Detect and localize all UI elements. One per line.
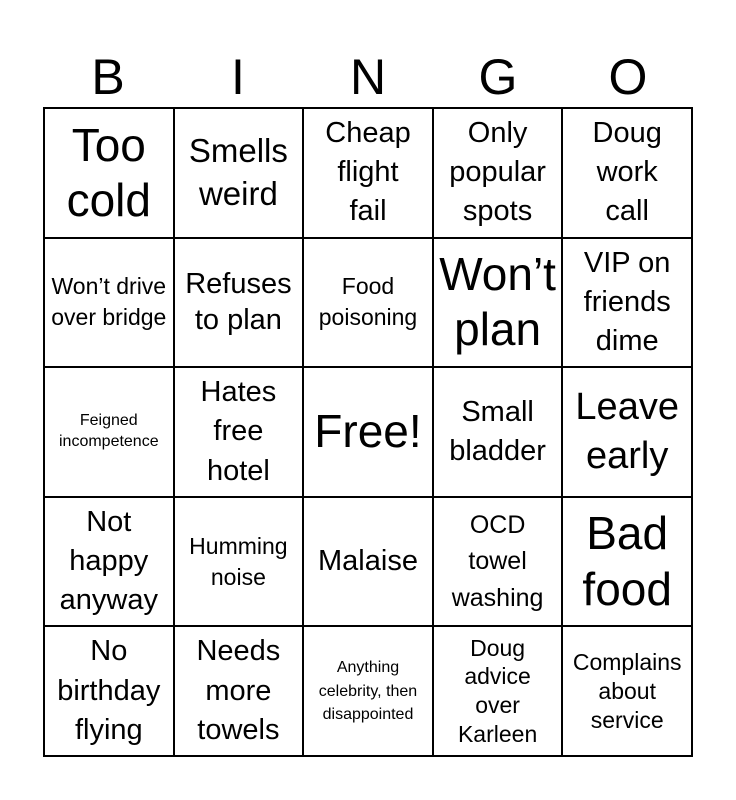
- bingo-cell[interactable]: [433, 108, 563, 238]
- header-letter-b: B: [91, 49, 125, 105]
- bingo-header: [43, 48, 693, 106]
- cell-text: Humming noise: [189, 532, 288, 590]
- bingo-cell[interactable]: [303, 626, 433, 756]
- cell-text: VIP on friends dime: [583, 246, 671, 357]
- cell-text: Hates free hotel: [200, 376, 277, 487]
- bingo-cell[interactable]: [562, 367, 692, 497]
- bingo-cell[interactable]: [303, 238, 433, 368]
- bingo-cell[interactable]: [174, 367, 304, 497]
- cell-text: No birthday flying: [57, 635, 161, 746]
- bingo-cell[interactable]: [44, 497, 174, 627]
- cell-text: Needs more towels: [196, 635, 281, 746]
- header-letter-i: I: [231, 49, 245, 105]
- cell-text: Won’t drive over bridge: [51, 273, 167, 331]
- cell-text: Too cold: [66, 118, 151, 226]
- cell-text: Doug work call: [592, 117, 662, 228]
- cell-text: Food poisoning: [318, 273, 418, 331]
- cell-text: Free!: [314, 405, 422, 458]
- bingo-cell[interactable]: [562, 497, 692, 627]
- bingo-cell[interactable]: [433, 238, 563, 368]
- bingo-cell[interactable]: [562, 238, 692, 368]
- cell-text: Not happy anyway: [59, 505, 158, 617]
- bingo-cell[interactable]: [174, 626, 304, 756]
- header-letter-o: O: [608, 49, 648, 105]
- cell-text: Malaise: [318, 545, 418, 578]
- bingo-cell[interactable]: [433, 367, 563, 497]
- cell-text: Cheap flight fail: [325, 117, 411, 228]
- bingo-board: [43, 107, 693, 757]
- cell-text: Doug advice over Karleen: [457, 634, 538, 747]
- bingo-cell[interactable]: [562, 626, 692, 756]
- cell-text: OCD towel washing: [451, 511, 544, 612]
- bingo-cell[interactable]: [174, 108, 304, 238]
- bingo-cell[interactable]: [44, 626, 174, 756]
- cell-text: Feigned incompetence: [58, 412, 159, 450]
- bingo-cell[interactable]: [303, 497, 433, 627]
- cell-text: Complains about service: [572, 649, 682, 733]
- bingo-cell[interactable]: [44, 367, 174, 497]
- bingo-cell free-space[interactable]: [303, 367, 433, 497]
- cell-text: Bad food: [582, 507, 672, 615]
- header-letter-g: G: [478, 49, 518, 105]
- bingo-cell[interactable]: [303, 108, 433, 238]
- cell-text: Anything celebrity, then disappointed: [318, 659, 418, 723]
- cell-text: Small bladder: [449, 395, 546, 467]
- cell-text: Refuses to plan: [185, 268, 292, 337]
- cell-text: Only popular spots: [449, 117, 546, 228]
- bingo-cell[interactable]: [44, 238, 174, 368]
- cell-text: Leave early: [575, 385, 679, 477]
- cell-text: Won’t plan: [439, 248, 556, 356]
- bingo-cell[interactable]: [562, 108, 692, 238]
- cell-text: Smells weird: [188, 131, 288, 212]
- bingo-cell[interactable]: [44, 108, 174, 238]
- bingo-cell[interactable]: [174, 497, 304, 627]
- header-letter-n: N: [349, 49, 387, 105]
- bingo-cell[interactable]: [174, 238, 304, 368]
- bingo-cell[interactable]: [433, 626, 563, 756]
- bingo-cell[interactable]: [433, 497, 563, 627]
